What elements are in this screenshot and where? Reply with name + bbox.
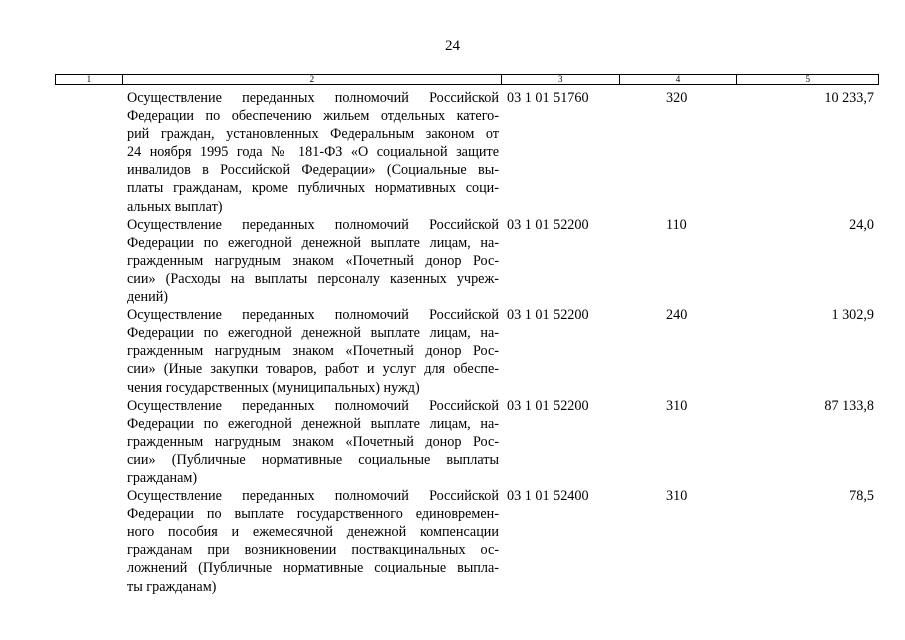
column-header: 1: [56, 75, 123, 84]
table-row: [0, 306, 905, 396]
description-line: Осуществление переданных полномочий Российской: [127, 90, 499, 106]
description-line: платы гражданам, кроме публичных нормативных соци-: [127, 180, 499, 197]
description-line: гражденным нагрудным знаком «Почетный донор Рос-: [127, 343, 499, 360]
description-line: Осуществление переданных полномочий Российской: [127, 397, 499, 414]
description-line: дений): [127, 289, 169, 306]
table-header: [55, 74, 879, 85]
description-line: Федерации по выплате государственного единовремен-: [127, 506, 499, 523]
amount: 1 302,9: [831, 307, 874, 324]
description-line: сии» (Публичные нормативные социальные выплаты: [127, 451, 499, 468]
budget-code: 03 1 01 52200: [507, 307, 589, 324]
column-header: 5: [805, 74, 810, 84]
description-line: Осуществление переданных полномочий Российской: [127, 488, 499, 505]
table-row: [0, 487, 905, 596]
description-line: Федерации по ежегодной денежной выплате лицам, на-: [127, 325, 499, 342]
amount: 87 133,8: [824, 397, 874, 414]
description-line: Федерации по обеспечению жильем отдельных катего-: [127, 108, 499, 125]
column-header: 4: [620, 75, 738, 84]
expense-type-code: 320: [666, 90, 688, 106]
budget-code: 03 1 01 52400: [507, 488, 589, 505]
description-line: альных выплат): [127, 198, 223, 215]
description-line: гражденным нагрудным знаком «Почетный донор Рос-: [127, 433, 499, 450]
table-row: [0, 397, 905, 487]
expense-type-code: 240: [666, 307, 688, 324]
table-body: [0, 89, 905, 596]
table-row: [0, 89, 905, 216]
budget-code: 03 1 01 52200: [507, 216, 589, 233]
row-description: [127, 216, 499, 306]
description-line: ложнений (Публичные нормативные социальные выпла-: [127, 560, 499, 577]
description-line: гражданам при возникновении поствакцинальных ос-: [127, 542, 499, 559]
description-line: рий граждан, установленных Федеральным законом от: [127, 126, 499, 143]
description-line: Федерации по ежегодной денежной выплате лицам, на-: [127, 415, 499, 432]
description-line: Федерации по ежегодной денежной выплате лицам, на-: [127, 234, 499, 251]
description-line: сии» (Иные закупки товаров, работ и услуг для обеспе-: [127, 361, 499, 378]
description-line: гражденным нагрудным знаком «Почетный донор Рос-: [127, 252, 499, 269]
row-description: [127, 487, 499, 596]
description-line: 24 ноября 1995 года № 181-ФЗ «О социальной защите: [127, 144, 499, 161]
row-description: [127, 397, 499, 487]
amount: 78,5: [849, 488, 874, 505]
expense-type-code: 110: [666, 216, 687, 233]
amount: 10 233,7: [824, 90, 874, 106]
description-line: чения государственных (муниципальных) нужд): [127, 379, 420, 396]
column-header: 2: [123, 75, 502, 84]
page-number: 24: [445, 38, 460, 54]
budget-code: 03 1 01 51760: [507, 90, 589, 106]
amount: 24,0: [849, 216, 874, 233]
expense-type-code: 310: [666, 397, 688, 414]
description-line: Осуществление переданных полномочий Российской: [127, 307, 499, 324]
row-description: [127, 306, 499, 396]
description-line: сии» (Расходы на выплаты персоналу казенных учреж-: [127, 270, 499, 287]
table-row: [0, 216, 905, 306]
budget-code: 03 1 01 52200: [507, 397, 589, 414]
row-description: [127, 89, 499, 216]
description-line: ты гражданам): [127, 578, 217, 595]
expense-type-code: 310: [666, 488, 688, 505]
description-line: ного пособия и ежемесячной денежной компенсации: [127, 524, 499, 541]
column-header: 3: [502, 75, 620, 84]
description-line: Осуществление переданных полномочий Российской: [127, 216, 499, 233]
description-line: инвалидов в Российской Федерации» (Социальные вы-: [127, 162, 499, 179]
description-line: гражданам): [127, 469, 198, 486]
